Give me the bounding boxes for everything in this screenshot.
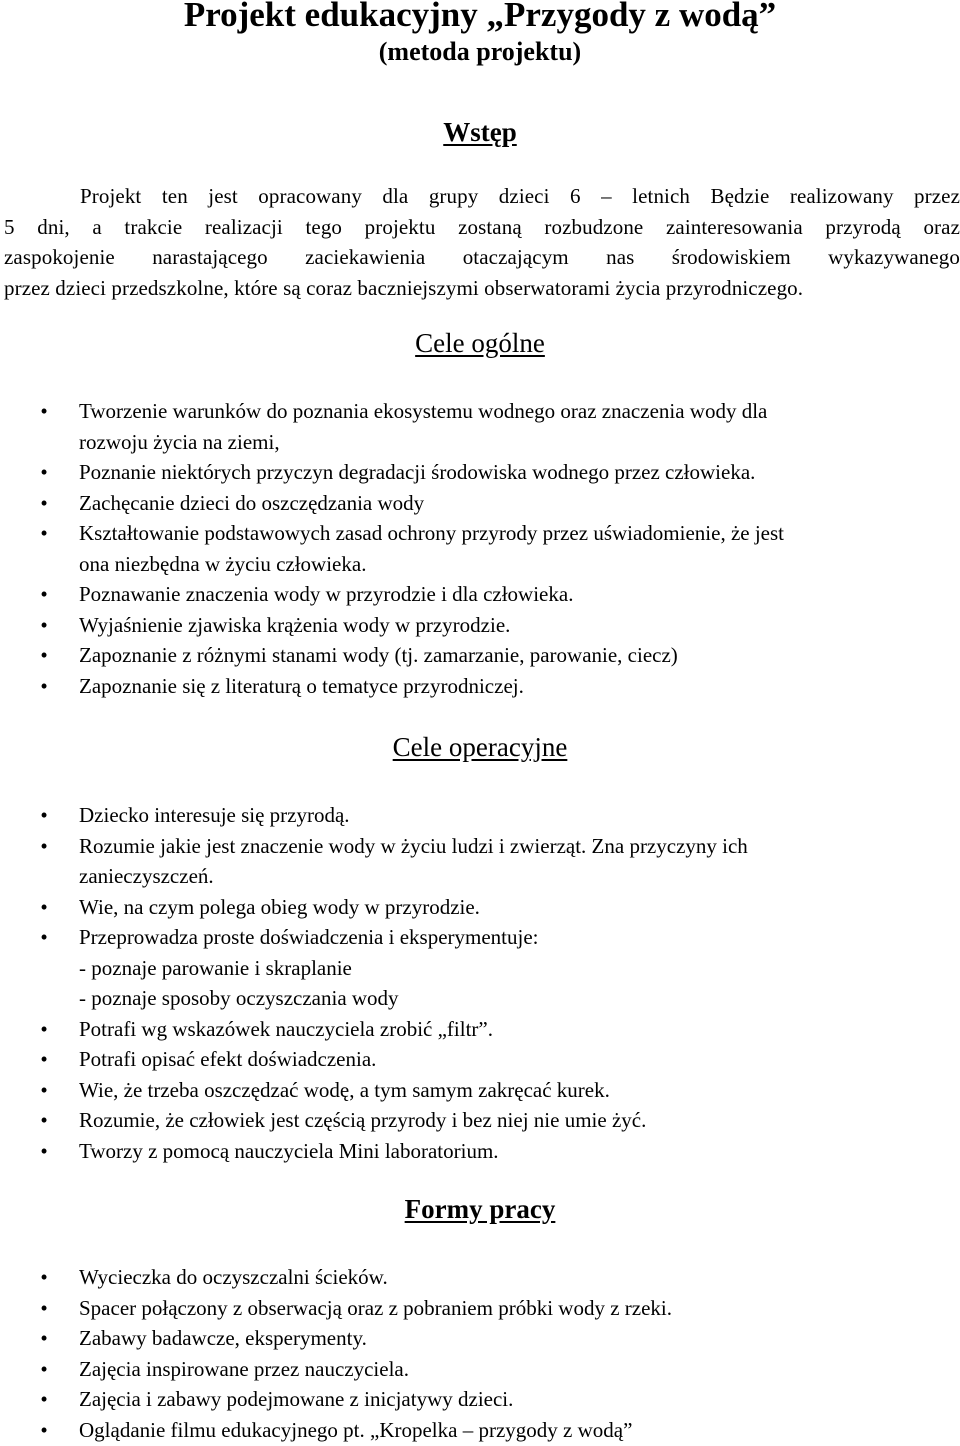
bullet-icon: • xyxy=(40,1108,48,1132)
list-item-text: Przeprowadza proste doświadczenia i eksperymentuje: xyxy=(79,925,539,949)
list-item xyxy=(0,800,939,831)
list-item xyxy=(0,579,939,610)
cele-ogolne-heading: Cele ogólne xyxy=(415,328,545,358)
intro-line: Projekt ten jest opracowany dla grupy dzieci 6 – letnich Będzie realizowany przez xyxy=(80,184,960,208)
cele-operacyjne-heading: Cele operacyjne xyxy=(392,732,568,762)
list-item-text: - poznaje sposoby oczyszczania wody xyxy=(79,986,399,1010)
bullet-icon: • xyxy=(40,1077,48,1102)
bullet-icon: • xyxy=(40,925,48,949)
list-item xyxy=(0,518,939,579)
list-item-text: rozwoju życia na ziemi, xyxy=(79,429,280,454)
list-item-text: Wycieczka do oczyszczalni ścieków. xyxy=(79,1265,388,1289)
list-item-text: Zapoznanie się z literaturą o tematyce przyrodniczej. xyxy=(79,673,524,698)
list-item xyxy=(0,1354,939,1385)
bullet-icon: • xyxy=(40,582,48,606)
list-item-text: Potrafi wg wskazówek nauczyciela zrobić „filtr”. xyxy=(79,1016,493,1041)
bullet-icon: • xyxy=(40,1016,48,1041)
document-subtitle: (metoda projektu) xyxy=(378,37,582,66)
list-item xyxy=(0,1262,939,1293)
list-item-text: Zajęcia inspirowane przez nauczyciela. xyxy=(79,1356,409,1381)
list-item-text: Poznanie niektórych przyczyn degradacji środowiska wodnego przez człowieka. xyxy=(79,460,756,484)
list-item-text: Zachęcanie dzieci do oszczędzania wody xyxy=(79,490,425,515)
list-item-text: ona niezbędna w życiu człowieka. xyxy=(79,551,367,576)
list-item-text: - poznaje parowanie i skraplanie xyxy=(79,955,352,980)
list-item-text: Poznawanie znaczenia wody w przyrodzie i dla człowieka. xyxy=(79,582,574,606)
list-item xyxy=(0,671,939,702)
list-item xyxy=(0,892,939,923)
list-item xyxy=(0,922,939,1014)
list-item xyxy=(0,640,939,671)
list-item-text: Wie, na czym polega obieg wody w przyrodzie. xyxy=(79,894,480,919)
list-item-text: Kształtowanie podstawowych zasad ochrony przyrody przez uświadomienie, że jest xyxy=(79,521,785,545)
intro-line: zaspokojenie narastającego zaciekawienia otaczającym nas środowiskiem wykazywanego xyxy=(4,245,960,269)
list-item xyxy=(0,1415,939,1446)
bullet-icon: • xyxy=(40,803,48,827)
bullet-icon: • xyxy=(40,1326,48,1350)
list-item-text: Tworzy z pomocą nauczyciela Mini laboratorium. xyxy=(79,1138,499,1163)
bullet-icon: • xyxy=(40,1356,48,1381)
list-item xyxy=(0,488,939,519)
list-item xyxy=(0,1323,939,1354)
bullet-icon: • xyxy=(40,1138,48,1163)
list-item xyxy=(0,1136,939,1167)
bullet-icon: • xyxy=(40,399,48,423)
bullet-icon: • xyxy=(40,1295,48,1320)
list-item-text: Potrafi opisać efekt doświadczenia. xyxy=(79,1047,377,1071)
intro-paragraph xyxy=(4,181,960,303)
list-item-text: Zajęcia i zabawy podejmowane z inicjatywy dzieci. xyxy=(79,1387,514,1411)
list-item xyxy=(0,610,939,641)
bullet-icon: • xyxy=(40,643,48,667)
bullet-icon: • xyxy=(40,490,48,515)
list-item-text: Wyjaśnienie zjawiska krążenia wody w przyrodzie. xyxy=(79,612,511,637)
list-item xyxy=(0,1293,939,1324)
list-item-text: Wie, że trzeba oszczędzać wodę, a tym samym zakręcać kurek. xyxy=(79,1077,610,1102)
bullet-icon: • xyxy=(40,1387,48,1411)
list-item xyxy=(0,1384,939,1415)
bullet-icon: • xyxy=(40,612,48,637)
list-item xyxy=(0,396,939,457)
list-item-text: zanieczyszczeń. xyxy=(79,864,214,888)
bullet-icon: • xyxy=(40,1265,48,1289)
bullet-icon: • xyxy=(40,521,48,545)
list-item xyxy=(0,1075,939,1106)
list-item xyxy=(0,831,939,892)
list-item xyxy=(0,1014,939,1045)
cele-ogolne-list xyxy=(0,396,960,701)
list-item-text: Zabawy badawcze, eksperymenty. xyxy=(79,1326,367,1350)
intro-heading: Wstęp xyxy=(443,117,517,147)
list-item-text: Tworzenie warunków do poznania ekosystemu wodnego oraz znaczenia wody dla xyxy=(79,399,768,423)
intro-line: przez dzieci przedszkolne, które są coraz baczniejszymi obserwatorami życia przyrodniczego. xyxy=(4,275,804,300)
bullet-icon: • xyxy=(40,460,48,484)
list-item-text: Rozumie jakie jest znaczenie wody w życiu ludzi i zwierząt. Zna przyczyny ich xyxy=(79,833,748,858)
list-item xyxy=(0,457,939,488)
list-item-text: Rozumie, że człowiek jest częścią przyrody i bez niej nie umie żyć. xyxy=(79,1108,647,1132)
list-item xyxy=(0,1044,939,1075)
document-title: Projekt edukacyjny „Przygody z wodą” xyxy=(183,0,777,34)
list-item-text: Zapoznanie z różnymi stanami wody (tj. zamarzanie, parowanie, ciecz) xyxy=(79,643,678,667)
intro-line: 5 dni, a trakcie realizacji tego projektu zostaną rozbudzone zainteresowania przyrodą oraz xyxy=(4,214,960,239)
bullet-icon: • xyxy=(40,1417,48,1442)
bullet-icon: • xyxy=(40,833,48,858)
list-item-text: Oglądanie filmu edukacyjnego pt. „Kropelka – przygody z wodą” xyxy=(79,1417,633,1442)
formy-pracy-list xyxy=(0,1262,960,1445)
bullet-icon: • xyxy=(40,673,48,698)
formy-pracy-heading: Formy pracy xyxy=(404,1194,556,1224)
bullet-icon: • xyxy=(40,1047,48,1071)
list-item xyxy=(0,1105,939,1136)
list-item-text: Dziecko interesuje się przyrodą. xyxy=(79,803,350,827)
cele-operacyjne-list xyxy=(0,800,960,1166)
bullet-icon: • xyxy=(40,894,48,919)
list-item-text: Spacer połączony z obserwacją oraz z pobraniem próbki wody z rzeki. xyxy=(79,1295,672,1320)
